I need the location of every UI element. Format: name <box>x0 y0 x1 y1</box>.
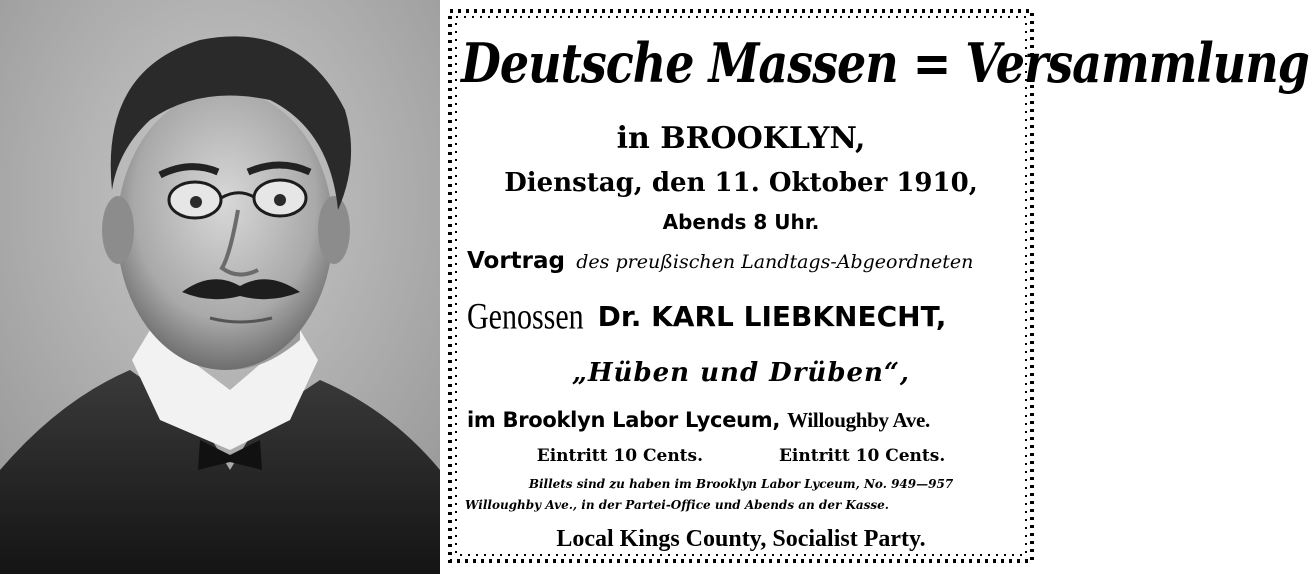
entry-left: Eintritt 10 Cents. <box>536 446 704 466</box>
left-ear <box>102 196 134 264</box>
poster-venue-line <box>467 410 1021 431</box>
face <box>117 90 333 370</box>
right-ear <box>318 196 350 264</box>
portrait-illustration <box>0 0 440 574</box>
speaker-prefix: Genossen <box>467 295 584 337</box>
poster-signature: Local Kings County, Socialist Party. <box>556 526 926 552</box>
entry-right: Eintritt 10 Cents. <box>778 446 946 466</box>
poster-tickets-line-1: Billets sind zu haben im Brooklyn Labor Lyceum, No. 949—957 <box>528 477 954 491</box>
poster-title: Deutsche Massen = Versammlung <box>461 31 1309 96</box>
lecture-rest: des preußischen Landtags-Abgeordneten <box>576 251 974 273</box>
venue-avenue: Willoughby Ave. <box>787 408 931 432</box>
poster-time: Abends 8 Uhr. <box>662 210 820 234</box>
lecture-prefix: Vortrag <box>467 248 566 274</box>
poster <box>447 8 1309 564</box>
speaker-name: Dr. KARL LIEBKNECHT, <box>597 300 947 333</box>
poster-speaker-line <box>467 295 1021 337</box>
left-eye <box>190 196 202 208</box>
right-eye <box>274 194 286 206</box>
poster-entry-line <box>461 448 1021 465</box>
poster-city: in BROOKLYN, <box>616 121 866 156</box>
portrait-photo <box>0 0 440 574</box>
poster-lecture-line <box>467 250 1021 273</box>
poster-tickets-line-2: Willoughby Ave., in der Partei-Office und Abends an der Kasse. <box>465 498 889 512</box>
venue-main: im Brooklyn Labor Lyceum, <box>467 408 781 432</box>
poster-text-area <box>461 22 1309 552</box>
poster-date: Dienstag, den 11. Oktober 1910, <box>504 168 978 198</box>
poster-topic: „Hüben und Drüben“, <box>572 358 910 388</box>
